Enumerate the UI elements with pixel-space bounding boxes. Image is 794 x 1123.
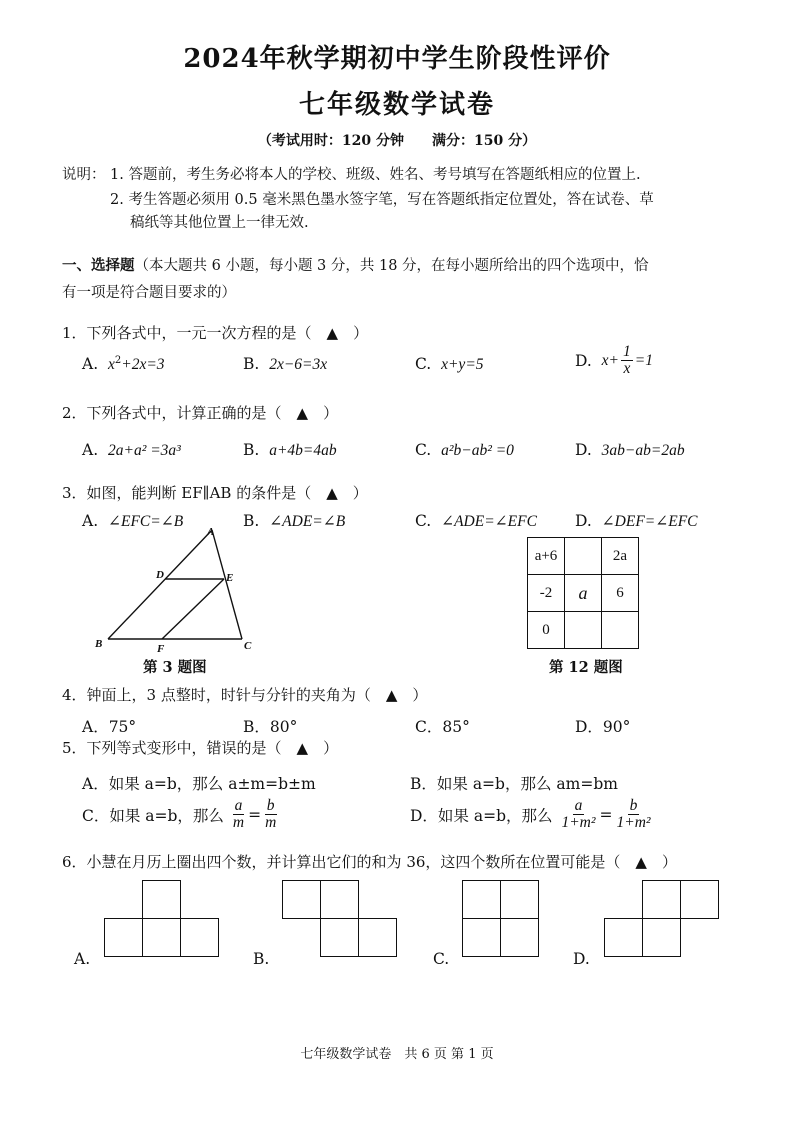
instruction-2-line2: 稿纸等其他位置上一律无效.	[130, 215, 309, 231]
grid-cell: a+6	[528, 538, 565, 575]
q4-option-d: D．90°	[575, 718, 631, 736]
label-c: C	[244, 640, 252, 652]
q6-option-b-label: B.	[253, 950, 270, 968]
instruction-1: 1. 答题前，考生务必将本人的学校、班级、姓名、考号填写在答题纸相应的位置上.	[110, 167, 641, 183]
q5-stem: 5．下列等式变形中，错误的是（ ▲ ）	[62, 739, 339, 757]
label-b: B	[95, 638, 103, 650]
calendar-cell	[320, 880, 359, 919]
instructions-label: 说明：	[62, 167, 106, 183]
q4-stem: 4．钟面上，3 点整时，时针与分针的夹角为（ ▲ ）	[62, 686, 428, 704]
calendar-cell	[642, 918, 681, 957]
q3-option-b: B. ∠ADE=∠B	[243, 512, 346, 530]
grid-cell	[565, 612, 602, 649]
instruction-2-line1: 2. 考生答题必须用 0.5 毫米黑色墨水签字笔，写在答题纸指定位置处，答在试卷、草	[110, 192, 654, 208]
section1-desc-line1: （本大题共 6 小题，每小题 3 分，共 18 分，在每小题所给出的四个选项中，恰	[134, 258, 649, 274]
q6-option-d-label: D.	[573, 950, 590, 968]
q4-option-b: B．80°	[243, 718, 298, 736]
q1-option-a: A. $x^2+2x=3$	[82, 355, 165, 374]
calendar-cell	[462, 918, 501, 957]
grid-cell: -2	[528, 575, 565, 612]
calendar-cell	[500, 880, 539, 919]
calendar-cell	[680, 880, 719, 919]
q5-option-c: C．如果 a=b，那么 $\frac{a}{m}$ = $\frac{b}{m}$	[82, 797, 277, 832]
q2-option-a: A. 2a+a² =3a³	[82, 441, 181, 459]
q5-option-b: B．如果 a=b，那么 am=bm	[410, 775, 618, 793]
grid-cell: 2a	[602, 538, 639, 575]
q2-option-c: C. a²b−ab² =0	[415, 441, 514, 459]
grid-cell	[565, 538, 602, 575]
q3-triangle-figure	[90, 525, 270, 655]
grid-cell: 6	[602, 575, 639, 612]
q6-stem: 6．小慧在月历上圈出四个数，并计算出它们的和为 36，这四个数所在位置可能是（ ▲ ）	[62, 853, 677, 871]
q5-option-a: A．如果 a=b，那么 a±m=b±m	[82, 775, 316, 793]
calendar-cell	[462, 880, 501, 919]
q2-option-b: B. a+4b=4ab	[243, 441, 337, 459]
q3-stem: 3．如图，能判断 EF∥AB 的条件是（ ▲ ）	[62, 484, 368, 502]
q6-option-a-label: A.	[74, 950, 91, 968]
grid-cell: 0	[528, 612, 565, 649]
q2-option-d: D. 3ab−ab=2ab	[575, 441, 685, 459]
section1-desc-line2: 有一项是符合题目要求的）	[62, 285, 236, 301]
calendar-cell	[500, 918, 539, 957]
calendar-cell	[642, 880, 681, 919]
q4-option-c: C．85°	[415, 718, 470, 736]
calendar-cell	[604, 918, 643, 957]
segment-ac	[212, 530, 242, 639]
segment-ef	[162, 579, 224, 639]
label-f: F	[157, 643, 165, 655]
q3-option-c: C. ∠ADE=∠EFC	[415, 512, 537, 530]
q3-option-a: A. ∠EFC=∠B	[82, 512, 184, 530]
page-footer: 七年级数学试卷 共 6 页 第 1 页	[300, 1047, 494, 1062]
segment-ba	[108, 530, 212, 639]
label-d: D	[156, 569, 164, 581]
q12-grid	[527, 537, 639, 649]
q12-figure-caption: 第 12 题图	[549, 659, 623, 676]
exam-subtitle: 七年级数学试卷	[298, 90, 495, 120]
q1-stem: 1．下列各式中，一元一次方程的是（ ▲ ）	[62, 324, 369, 342]
calendar-cell	[142, 918, 181, 957]
label-a: A	[207, 526, 215, 538]
calendar-cell	[320, 918, 359, 957]
calendar-cell	[358, 918, 397, 957]
q5-option-d: D．如果 a=b，那么 $\frac{a}{\text{1+m²}}$ = $\frac{b}{\text{1+m²}}$	[410, 797, 651, 832]
calendar-cell	[104, 918, 143, 957]
q3-figure-caption: 第 3 题图	[143, 659, 207, 676]
section1-heading: 一、选择题	[62, 257, 135, 274]
label-e: E	[226, 572, 234, 584]
q6-option-c-label: C.	[433, 950, 450, 968]
q1-option-b: B. 2x−6=3x	[243, 355, 328, 373]
grid-cell: a	[565, 575, 602, 612]
q4-option-a: A．75°	[82, 718, 137, 736]
q2-stem: 2．下列各式中，计算正确的是（ ▲ ）	[62, 404, 339, 422]
calendar-cell	[142, 880, 181, 919]
q3-option-d: D. ∠DEF=∠EFC	[575, 512, 698, 530]
exam-info: （考试用时：120 分钟 满分：150 分）	[257, 133, 537, 149]
grid-cell	[602, 612, 639, 649]
calendar-cell	[282, 880, 321, 919]
calendar-cell	[180, 918, 219, 957]
q1-option-d: D. x+ $\frac{1}{x}$ =1	[575, 343, 653, 378]
section1-header	[62, 254, 649, 275]
exam-title: 2024年秋学期初中学生阶段性评价	[183, 44, 611, 74]
q1-option-c: C. x+y=5	[415, 355, 484, 373]
